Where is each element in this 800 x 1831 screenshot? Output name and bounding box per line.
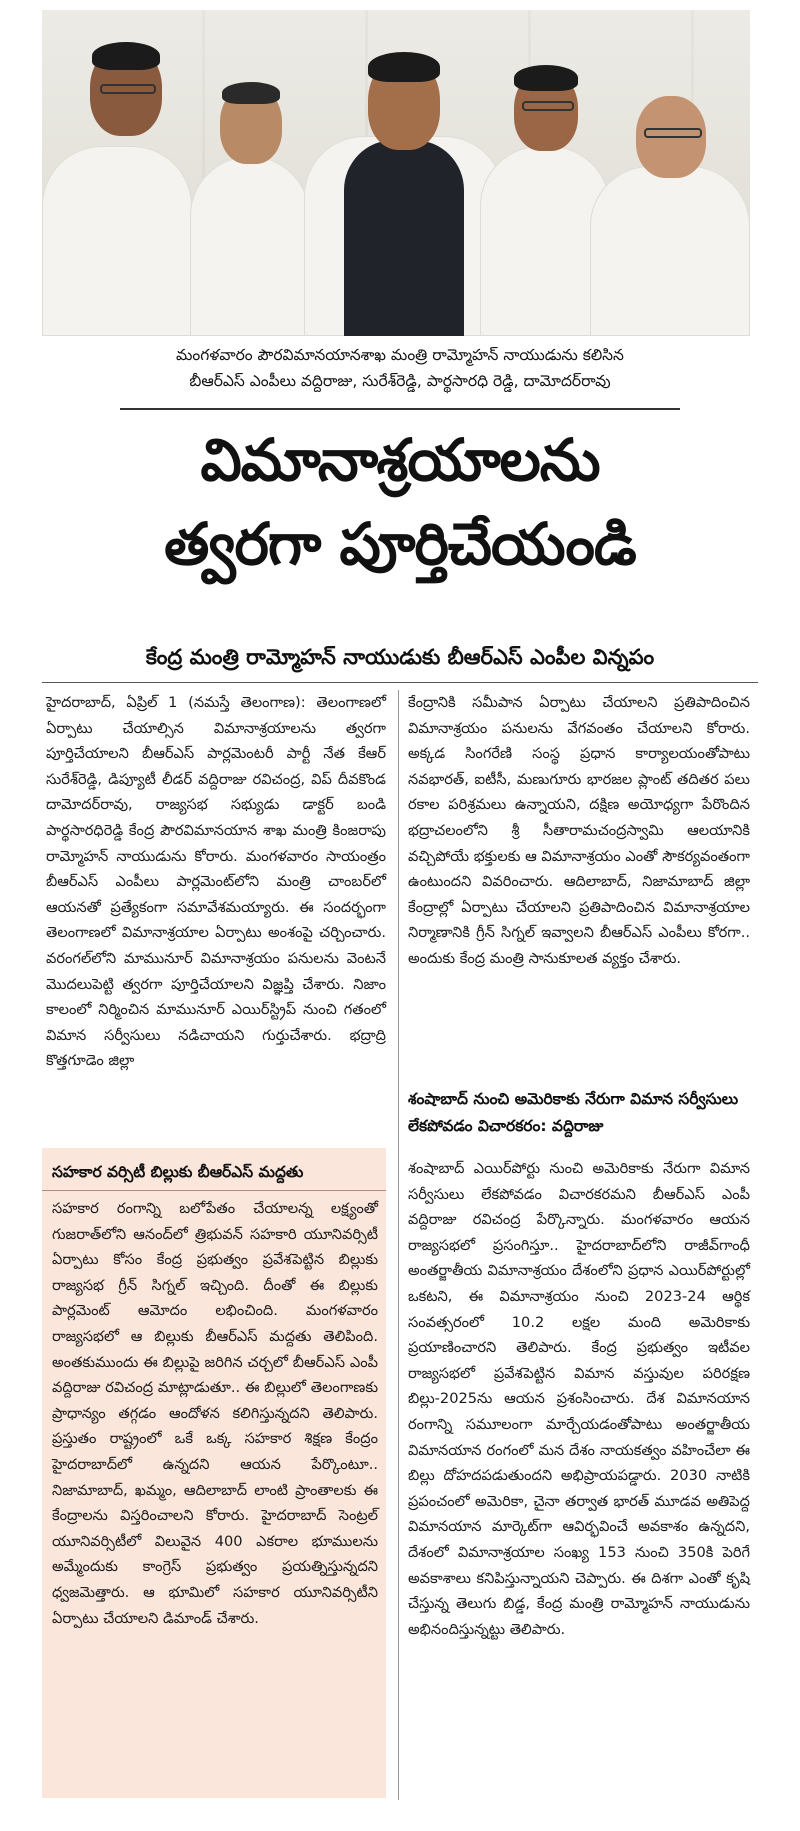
news-photo [42,10,750,336]
headline-line-2: త్వరగా పూర్తిచేయండి [164,510,636,578]
caption-line-2: బీఆర్ఎస్ ఎంపీలు వద్దిరాజు, సురేశ్‌రెడ్డి, పార్థసారధి రెడ్డి, దామోదర్‌రావు [189,372,611,390]
sidebar-story-body: శంషాబాద్ ఎయిర్‌పోర్టు నుంచి అమెరికాకు నేరుగా విమాన సర్వీసులు లేకపోవడం విచారకరమని బీఆర్ఎస్ ఎంపీ వద్దిరాజు రవిచంద్ర పేర్కొన్నారు. మంగళవారం ఆయన రాజ్యసభలో ప్రసంగిస్తూ.. హైదరాబాద్‌లోని రాజీవ్‌గాంధీ అంతర్జాతీయ విమానాశ్రయం దేశంలోని ప్రధాన ఎయిర్‌పోర్టుల్లో ఒకటని, ఈ విమానాశ్రయం నుంచి 2023-24 ఆర్థిక సంవత్సరంలో 10.2 లక్షల మంది అమెరికాకు ప్రయాణించారని తెలిపారు. కేంద్ర ప్రభుత్వం ఇటీవల రాజ్యసభలో ప్రవేశపెట్టిన విమాన వస్తువుల పరిరక్షణ బిల్లు-2025ను ఆయన ప్రశంసించారు. దేశ విమానయాన రంగాన్ని సమూలంగా మార్చేయడంతోపాటు అంతర్జాతీయ విమానయాన రంగంలో మన దేశం నాయకత్వం వహించేలా ఈ బిల్లు దోహదపడుతుందని అభిప్రాయపడ్డారు. 2030 నాటికి ప్రపంచంలో అమెరికా, చైనా తర్వాత భారత్ మూడవ అతిపెద్ద విమానయాన మార్కెట్‌గా ఆవిర్భవించే అవకాశం ఉన్నదని, దేశంలో విమానాశ్రయాల సంఖ్య 153 నుంచి 350కి పెరిగే అవకాశాలు కనిపిస్తున్నాయని చెప్పారు. ఈ దిశగా ఎంతో కృషి చేస్తున్న తెలుగు బిడ్డ, కేంద్ర మంత్రి రామ్మోహన్ నాయుడును అభినందిస్తున్నట్టు తెలిపారు. [408,1160,750,1638]
boxed-story-body: సహకార రంగాన్ని బలోపేతం చేయాలన్న లక్ష్యంతో గుజరాత్‌లోని ఆనంద్‌లో త్రిభువన్ సహకారి యూనివర్సిటీ ఏర్పాటు కోసం కేంద్ర ప్రభుత్వం ప్రవేశపెట్టిన బిల్లుకు రాజ్యసభ గ్రీన్ సిగ్నల్ ఇచ్చింది. దీంతో ఈ బిల్లుకు పార్లమెంట్ ఆమోదం లభించింది. మంగళవారం రాజ్యసభలో ఆ బిల్లుకు బీఆర్ఎస్ మద్దతు తెలిపింది. అంతకుముందు ఈ బిల్లుపై జరిగిన చర్చలో బీఆర్ఎస్ ఎంపీ వద్దిరాజు రవిచంద్ర మాట్లాడుతూ.. ఈ బిల్లులో తెలంగాణకు ప్రాధాన్యం తగ్గడం ఆందోళన కలిగిస్తున్నదని తెలిపారు. ప్రస్తుతం రాష్ట్రంలో ఒకే ఒక్క సహకార శిక్షణ కేంద్రం హైదరాబాద్‌లో ఉన్నదని ఆయన పేర్కొంటూ.. నిజామాబాద్, ఖమ్మం, ఆదిలాబాద్ లాంటి ప్రాంతాలకు ఈ కేంద్రాలను విస్తరించాలని కోరారు. హైదరాబాద్ సెంట్రల్ యూనివర్సిటీలో విలువైన 400 ఎకరాల భూములను అమ్మేందుకు కాంగ్రెస్ ప్రభుత్వం ప్రయత్నిస్తున్నదని ధ్వజమెత్తారు. ఆ భూమిలో సహకార యూనివర్సిటీని ఏర్పాటు చేయాలని డిమాండ్ చేశారు. [52,1200,378,1627]
article-left-column: హైదరాబాద్, ఏప్రిల్ 1 (నమస్తే తెలంగాణ): తెలంగాణలో ఏర్పాటు చేయాల్సిన విమానాశ్రయాలను త్వరగా పూర్తిచేయాలని బీఆర్ఎస్ పార్లమెంటరీ పార్టీ నేత కేఆర్ సురేశ్‌రెడ్డి, డిప్యూటీ లీడర్ వద్దిరాజు రవిచంద్ర, విప్ దీవకొండ దామోదర్‌రావు, రాజ్యసభ సభ్యుడు డాక్టర్ బండి పార్థసారధిరెడ్డి కేంద్ర పౌరవిమానయాన శాఖ మంత్రి కింజరాపు రామ్మోహన్ నాయుడును కోరారు. మంగళవారం సాయంత్రం బీఆర్ఎస్ ఎంపీలు పార్లమెంట్‌లోని మంత్రి చాంబర్‌లో ఆయనతో ప్రత్యేకంగా సమావేశమయ్యారు. ఈ సందర్భంగా తెలంగాణలో విమానాశ్రయాల ఏర్పాటు అంశంపై చర్చించారు. వరంగల్‌లోని మామునూర్ విమానాశ్రయం పనులను వెంటనే మొదలుపెట్టి త్వరగా పూర్తిచేయాలని విజ్ఞప్తి చేశారు. నిజాం కాలంలో నిర్మించిన మామునూర్ ఎయిర్‌స్ట్రిప్ నుంచి గతంలో విమాన సర్వీసులు నడిచాయని గుర్తుచేశారు. భద్రాద్రి కొత్తగూడెం జిల్లా [46,694,386,1070]
headline-line-1: విమానాశ్రయాలను [200,426,600,494]
headline [42,418,758,586]
person-5 [590,86,750,336]
person-1 [42,36,192,336]
caption-line-1: మంగళవారం పౌరవిమానయానశాఖ మంత్రి రామ్మోహన్ నాయుడును కలిసిన [176,346,624,364]
article-right-column: కేంద్రానికి సమీపాన ఏర్పాటు చేయాలని ప్రతిపాదించిన విమానాశ్రయం పనులను వేగవంతం చేయాలని కోరారు. అక్కడ సింగరేణి సంస్థ ప్రధాన కార్యాలయంతోపాటు నవభారత్, ఐటీసీ, మణుగూరు భారజల ప్లాంట్ తదితర పలు రకాల పరిశ్రమలు ఉన్నాయని, దక్షిణ అయోధ్యగా పేరొందిన భద్రాచలంలోని శ్రీ సీతారామచంద్రస్వామి ఆలయానికి వచ్చిపోయే భక్తులకు ఆ విమానాశ్రయం ఎంతో సౌకర్యవంతంగా ఉంటుందని వివరించారు. ఆదిలాబాద్, నిజామాబాద్ జిల్లా కేంద్రాల్లో ఏర్పాటు చేయాలని ప్రతిపాదించిన విమానాశ్రయాల నిర్మాణానికి గ్రీన్ సిగ్నల్ ఇవ్వాలని బీఆర్ఎస్ ఎంపీలు కోరగా.. అందుకు కేంద్ర మంత్రి సానుకూలత వ్యక్తం చేశారు. [408,694,750,967]
boxed-story-heading: సహకార వర్సిటీ బిల్లుకు బీఆర్ఎస్ మద్దతు [52,1163,304,1181]
caption-divider [120,408,680,410]
subhead-divider [42,682,758,683]
person-3 [304,46,504,336]
person-2 [190,76,310,336]
subheadline: కేంద్ర మంత్రి రామ్మోహన్ నాయుడుకు బీఆర్ఎస్ ఎంపీల విన్నపం [145,645,655,669]
sidebar-story-heading: శంషాబాద్ నుంచి అమెరికాకు నేరుగా విమాన సర్వీసులు లేకపోవడం విచారకరం: వద్దిరాజు [408,1090,739,1135]
column-divider [398,690,399,1800]
photo-caption [120,342,680,394]
boxed-story-divider [42,1190,386,1191]
